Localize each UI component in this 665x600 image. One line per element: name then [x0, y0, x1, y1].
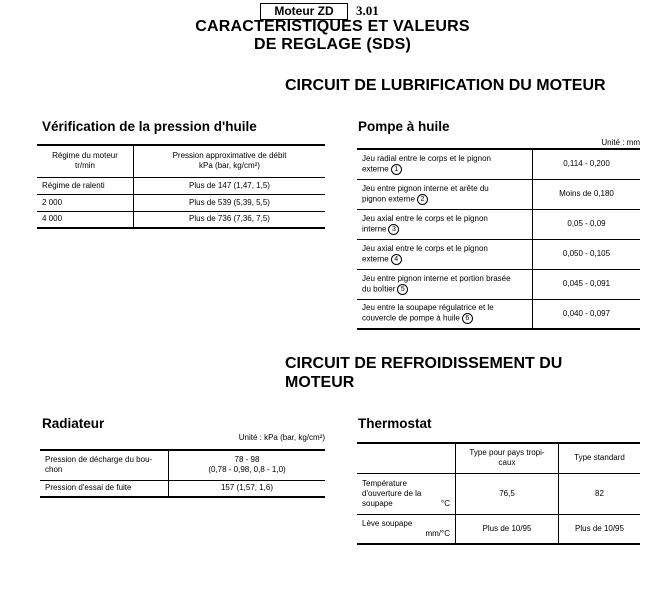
table-row — [357, 269, 640, 299]
table-header-row — [37, 145, 325, 177]
table-header-row — [357, 443, 640, 473]
pump-value-cell: 0,114 - 0,200 — [533, 149, 641, 179]
oil-pump-table — [357, 148, 640, 330]
pump-desc-l2: interne — [362, 224, 387, 234]
thermostat-desc-l1: Lève soupape — [362, 518, 413, 528]
pump-desc-l1: Jeu entre pignon interne et arête du — [362, 183, 489, 193]
pump-value-cell: 0,050 - 0,105 — [533, 239, 641, 269]
pump-desc-cell — [357, 239, 533, 269]
section-number: 3.01 — [356, 3, 379, 18]
pump-desc-l1: Jeu entre la soupape régulatrice et le — [362, 303, 494, 313]
pump-value-cell: 0,040 - 0,097 — [533, 299, 641, 329]
table-row — [357, 149, 640, 179]
pump-value-cell: 0,045 - 0,091 — [533, 269, 641, 299]
radiator-table — [40, 449, 325, 498]
lubrication-section-title: CIRCUIT DE LUBRIFICATION DU MOTEUR — [285, 77, 606, 94]
radiator-unit: Unité : kPa (bar, kg/cm²) — [238, 433, 325, 442]
oil-pressure-table — [37, 144, 325, 229]
oil-pump-unit: Unité : mm — [601, 138, 640, 147]
col-header-regime-l2: tr/min — [75, 161, 95, 171]
radiator-desc-cell: Pression d'essai de fuite — [40, 480, 169, 497]
empty-header-cell — [357, 443, 456, 473]
pressure-cell: Plus de 147 (1,47, 1,5) — [134, 177, 326, 194]
pump-desc-cell — [357, 209, 533, 239]
page-title-line1: CARACTERISTIQUES ET VALEURS — [195, 18, 470, 35]
thermostat-standard-cell: 82 — [559, 473, 641, 514]
radiator-desc-cell — [40, 450, 169, 480]
ref-number-badge: 1 — [391, 164, 402, 175]
pump-desc-l1: Jeu radial entre le corps et le pignon — [362, 153, 491, 163]
pump-desc-l2: couvercle de pompe à huile — [362, 313, 460, 323]
table-row — [40, 450, 325, 480]
table-row — [40, 480, 325, 497]
thermostat-tropical-cell: Plus de 10/95 — [456, 514, 559, 544]
radiator-value-l2: (0,78 - 0,98, 0,8 - 1,0) — [208, 465, 286, 475]
pump-desc-cell — [357, 269, 533, 299]
col-header-tropical — [456, 443, 559, 473]
pump-desc-l1: Jeu axial entre le corps et le pignon — [362, 213, 488, 223]
regime-cell: 2 000 — [37, 194, 134, 211]
table-row — [37, 211, 325, 228]
radiator-desc-l2: chon — [45, 465, 63, 475]
pump-desc-l2: pignon externe — [362, 194, 415, 204]
table-row — [37, 177, 325, 194]
table-row — [357, 209, 640, 239]
col-header-standard: Type standard — [559, 443, 641, 473]
radiator-value-cell: 157 (1,57, 1,6) — [169, 480, 326, 497]
thermostat-table — [357, 442, 640, 545]
pump-desc-l1: Jeu axial entre le corps et le pignon — [362, 243, 488, 253]
radiator-value-l1: 78 - 98 — [234, 455, 260, 465]
pump-desc-l2: externe — [362, 164, 389, 174]
oil-pump-title: Pompe à huile — [358, 119, 450, 134]
thermostat-unit: °C — [441, 498, 450, 508]
thermostat-desc-cell — [357, 473, 456, 514]
col-header-tropical-l1: Type pour pays tropi- — [469, 448, 545, 458]
radiator-title: Radiateur — [42, 416, 105, 431]
ref-number-badge: 4 — [391, 254, 402, 265]
col-header-tropical-l2: caux — [498, 458, 516, 468]
pump-desc-l1: Jeu entre pignon interne et portion brasée — [362, 273, 511, 283]
ref-number-badge: 5 — [397, 284, 408, 295]
col-header-pressure — [134, 145, 326, 177]
radiator-value-cell — [169, 450, 326, 480]
ref-number-badge: 6 — [462, 313, 473, 324]
pump-desc-cell — [357, 179, 533, 209]
thermostat-tropical-cell: 76,5 — [456, 473, 559, 514]
table-row — [37, 194, 325, 211]
thermostat-standard-cell: Plus de 10/95 — [559, 514, 641, 544]
table-row — [357, 179, 640, 209]
col-header-pressure-l2: kPa (bar, kg/cm²) — [199, 161, 260, 171]
thermostat-desc-l3: soupape — [362, 498, 393, 508]
col-header-regime — [37, 145, 134, 177]
regime-cell: Régime de ralenti — [37, 177, 134, 194]
table-row — [357, 299, 640, 329]
oil-pressure-title: Vérification de la pression d'huile — [42, 119, 257, 134]
ref-number-badge: 2 — [417, 194, 428, 205]
table-row — [357, 514, 640, 544]
thermostat-desc-l2: d'ouverture de la — [362, 488, 422, 498]
regime-cell: 4 000 — [37, 211, 134, 228]
engine-tag: Moteur ZD — [260, 3, 348, 20]
cooling-section-title-line1: CIRCUIT DE REFROIDISSEMENT DU — [285, 355, 563, 372]
pump-value-cell: 0,05 - 0,09 — [533, 209, 641, 239]
thermostat-desc-cell — [357, 514, 456, 544]
cooling-section-title-line2: MOTEUR — [285, 374, 355, 391]
thermostat-unit: mm/°C — [425, 528, 450, 538]
pump-desc-cell — [357, 299, 533, 329]
pump-desc-l2: externe — [362, 254, 389, 264]
table-row — [357, 239, 640, 269]
col-header-regime-l1: Régime du moteur — [52, 151, 118, 161]
radiator-desc-l1: Pression de décharge du bou- — [45, 455, 153, 465]
thermostat-desc-l1: Température — [362, 478, 407, 488]
pump-desc-cell — [357, 149, 533, 179]
col-header-pressure-l1: Pression approximative de débit — [172, 151, 287, 161]
pump-value-cell: Moins de 0,180 — [533, 179, 641, 209]
pressure-cell: Plus de 736 (7,36, 7,5) — [134, 211, 326, 228]
pump-desc-l2: du boîtier — [362, 284, 396, 294]
page-title-line2: DE REGLAGE (SDS) — [254, 36, 411, 53]
ref-number-badge: 3 — [388, 224, 399, 235]
table-row — [357, 473, 640, 514]
thermostat-title: Thermostat — [358, 416, 432, 431]
pressure-cell: Plus de 539 (5,39, 5,5) — [134, 194, 326, 211]
